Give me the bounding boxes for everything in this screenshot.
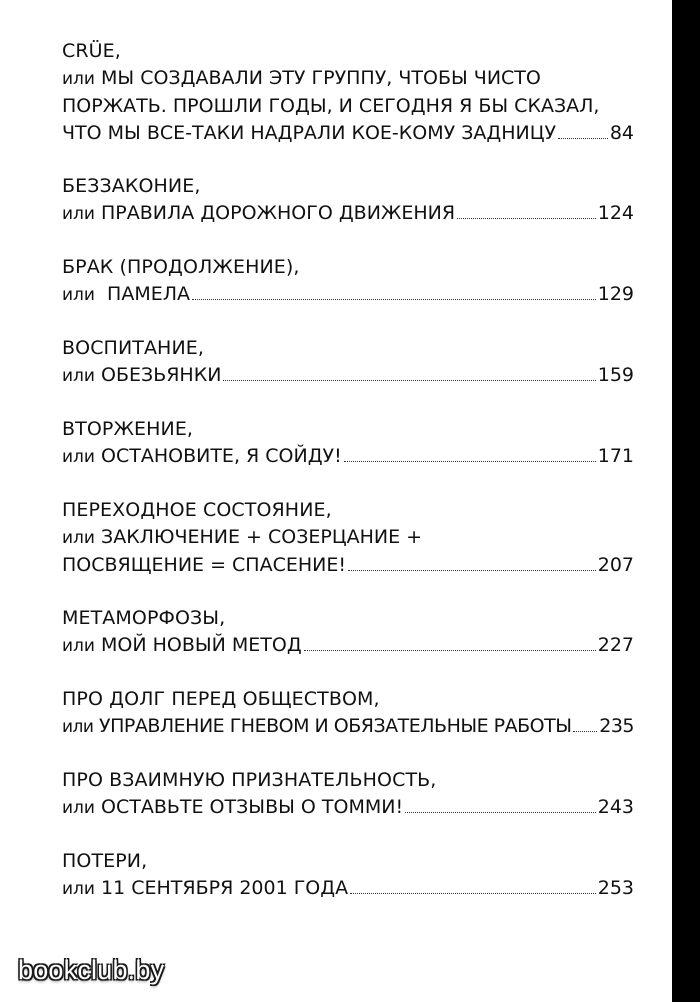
chapter-title: ПОТЕРИ, — [62, 850, 148, 872]
chapter-subtitle-last-line — [62, 713, 634, 741]
toc-entry — [62, 686, 634, 741]
chapter-title: ВТОРЖЕНИЕ, — [62, 418, 194, 440]
page-number: 124 — [597, 202, 634, 224]
subtitle-text: МОЙ НОВЫЙ МЕТОД — [101, 634, 302, 656]
page-number: 129 — [597, 283, 634, 305]
chapter-title: ПРО ВЗАИМНУЮ ПРИЗНАТЕЛЬНОСТЬ, — [62, 769, 437, 791]
page-number: 159 — [597, 364, 634, 386]
table-of-contents — [62, 38, 634, 929]
page-number: 243 — [597, 796, 634, 818]
chapter-subtitle-line — [62, 524, 634, 552]
chapter-subtitle-line — [62, 93, 634, 120]
subtitle-text: ОСТАВЬТЕ ОТЗЫВЫ О ТОММИ! — [101, 796, 404, 818]
subtitle-text: ПАМЕЛА — [101, 283, 191, 305]
dot-leader — [405, 811, 596, 813]
dot-leader — [350, 892, 596, 894]
toc-entry — [62, 335, 634, 390]
chapter-subtitle-last-line — [62, 552, 634, 579]
chapter-subtitle-last-line — [62, 120, 634, 147]
page-number: 235 — [599, 715, 634, 737]
dot-leader — [192, 298, 596, 300]
page-number: 84 — [609, 122, 634, 144]
subtitle-text: УПРАВЛЕНИЕ ГНЕВОМ И ОБЯЗАТЕЛЬНЫЕ РАБОТЫ — [99, 715, 572, 737]
ili-word: или — [62, 636, 95, 656]
dot-leader — [573, 730, 597, 732]
ili-word: или — [62, 879, 95, 899]
page-number: 207 — [597, 554, 634, 576]
dot-leader — [344, 460, 596, 462]
subtitle-text: ПРАВИЛА ДОРОЖНОГО ДВИЖЕНИЯ — [101, 202, 456, 224]
dot-leader — [558, 137, 608, 139]
page-number: 253 — [597, 877, 634, 899]
ili-word: или — [62, 204, 95, 224]
ili-word: или — [62, 798, 95, 818]
chapter-subtitle-last-line — [62, 200, 634, 228]
ili-word: или — [62, 717, 94, 737]
subtitle-text: ПОРЖАТЬ. ПРОШЛИ ГОДЫ, И СЕГОДНЯ Я БЫ СКАЗАЛ, — [62, 95, 600, 117]
chapter-title: ПРО ДОЛГ ПЕРЕД ОБЩЕСТВОМ, — [62, 688, 380, 710]
toc-entry — [62, 254, 634, 309]
toc-entry — [62, 173, 634, 228]
subtitle-text: ЧТО МЫ ВСЕ-ТАКИ НАДРАЛИ КОЕ-КОМУ ЗАДНИЦУ — [62, 122, 557, 144]
page-number: 171 — [597, 445, 634, 467]
chapter-title: ПЕРЕХОДНОЕ СОСТОЯНИЕ, — [62, 499, 332, 521]
chapter-subtitle-last-line — [62, 281, 634, 309]
subtitle-text: ОСТАНОВИТЕ, Я СОЙДУ! — [101, 445, 342, 467]
ili-word: или — [62, 366, 95, 386]
page-number: 227 — [597, 634, 634, 656]
chapter-subtitle-last-line — [62, 632, 634, 660]
ili-word: или — [62, 69, 95, 89]
chapter-title: БЕЗЗАКОНИЕ, — [62, 175, 201, 197]
chapter-subtitle-last-line — [62, 875, 634, 903]
chapter-subtitle-last-line — [62, 443, 634, 471]
chapter-subtitle-last-line — [62, 362, 634, 390]
toc-entry — [62, 497, 634, 579]
chapter-title: ВОСПИТАНИЕ, — [62, 337, 205, 359]
ili-word: или — [62, 447, 95, 467]
subtitle-text: ПОСВЯЩЕНИЕ = СПАСЕНИЕ! — [62, 554, 346, 576]
chapter-title: МЕТАМОРФОЗЫ, — [62, 607, 226, 629]
subtitle-text: МЫ СОЗДАВАЛИ ЭТУ ГРУППУ, ЧТОБЫ ЧИСТО — [101, 67, 541, 89]
ili-word: или — [62, 528, 95, 548]
dot-leader — [348, 569, 596, 571]
subtitle-text: ЗАКЛЮЧЕНИЕ + СОЗЕРЦАНИЕ + — [101, 526, 423, 548]
toc-entry — [62, 767, 634, 822]
chapter-subtitle-last-line — [62, 794, 634, 822]
dot-leader — [223, 379, 595, 381]
watermark-text: bookclub.by — [18, 955, 165, 985]
dot-leader — [457, 217, 596, 219]
ili-word: или — [62, 285, 95, 305]
chapter-subtitle-line — [62, 65, 634, 93]
subtitle-text: ОБЕЗЬЯНКИ — [101, 364, 222, 386]
chapter-title: БРАК (ПРОДОЛЖЕНИЕ), — [62, 256, 300, 278]
toc-entry — [62, 416, 634, 471]
toc-entry — [62, 38, 634, 147]
subtitle-text: 11 СЕНТЯБРЯ 2001 ГОДА — [101, 877, 349, 899]
toc-entry — [62, 605, 634, 660]
dot-leader — [304, 649, 596, 651]
chapter-title: CRÜE, — [62, 40, 121, 62]
toc-entry — [62, 848, 634, 903]
